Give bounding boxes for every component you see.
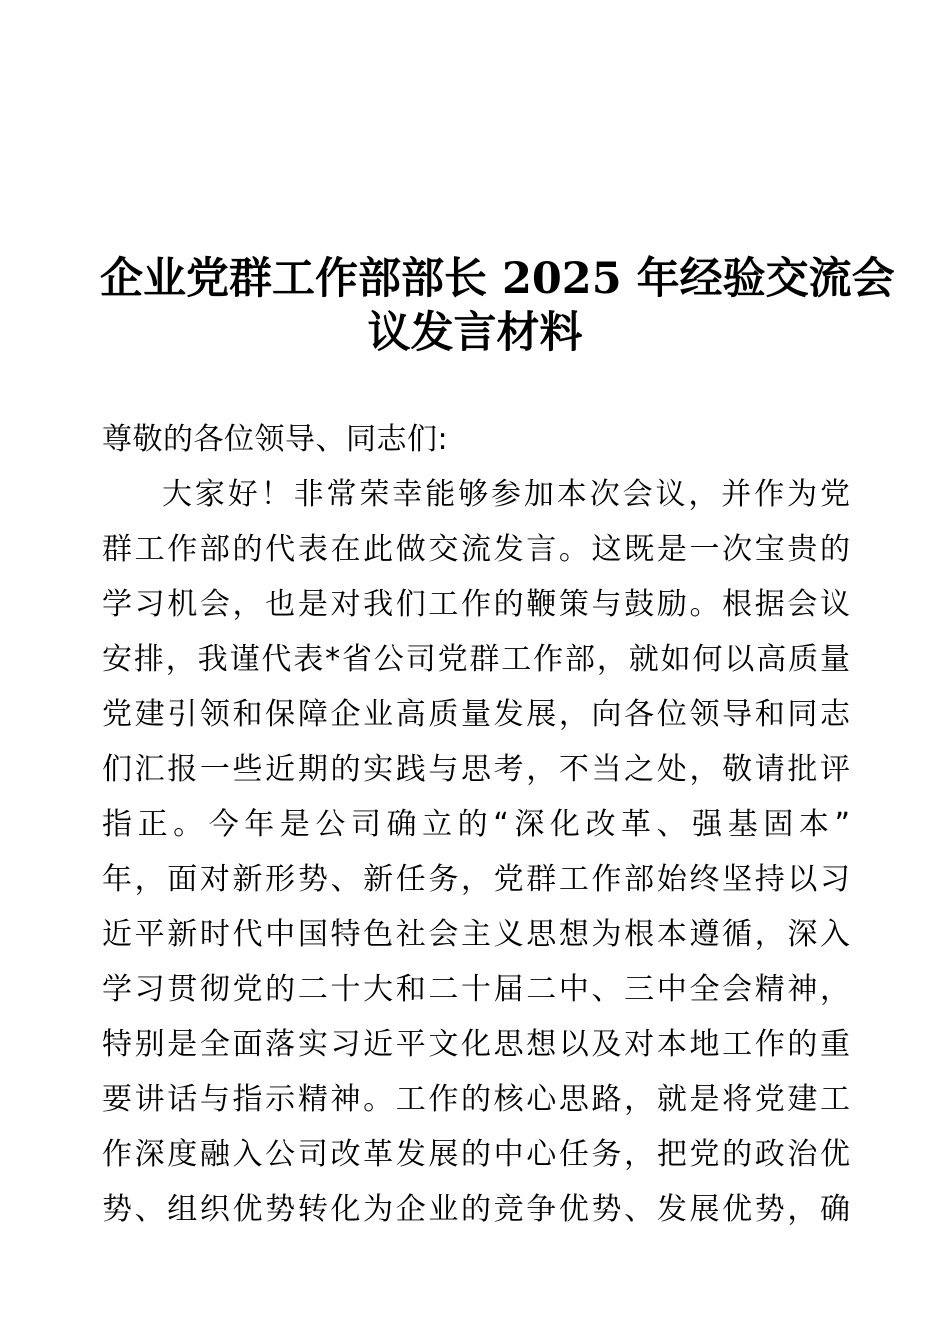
paragraph-line: 要讲话与指示精神。工作的核心思路，就是将党建工 <box>102 1082 850 1117</box>
document-body <box>102 412 850 1237</box>
paragraph-line: 们汇报一些近期的实践与思考，不当之处，敬请批评 <box>102 752 850 787</box>
paragraph-line: 党建引领和保障企业高质量发展，向各位领导和同志 <box>102 697 850 732</box>
paragraph-line: 作深度融入公司改革发展的中心任务，把党的政治优 <box>102 1137 850 1172</box>
paragraph-line: 势、组织优势转化为企业的竞争优势、发展优势，确 <box>102 1192 850 1227</box>
body-paragraph <box>102 467 850 1237</box>
paragraph-line: 大家好！非常荣幸能够参加本次会议，并作为党 <box>162 477 850 512</box>
paragraph-line: 特别是全面落实习近平文化思想以及对本地工作的重 <box>102 1027 850 1062</box>
document-title <box>100 252 895 360</box>
paragraph-line: 近平新时代中国特色社会主义思想为根本遵循，深入 <box>102 917 850 952</box>
paragraph-line: 年，面对新形势、新任务，党群工作部始终坚持以习 <box>102 862 850 897</box>
paragraph-line: 指正。今年是公司确立的“深化改革、强基固本” <box>102 807 850 842</box>
paragraph-line: 学习贯彻党的二十大和二十届二中、三中全会精神， <box>102 972 850 1007</box>
title-line-1: 企业党群工作部部长 2025 年经验交流会 <box>100 254 895 304</box>
salutation: 尊敬的各位领导、同志们: <box>102 422 449 457</box>
paragraph-line: 群工作部的代表在此做交流发言。这既是一次宝贵的 <box>102 532 850 567</box>
title-line-2: 议发言材料 <box>367 308 583 358</box>
paragraph-line: 学习机会，也是对我们工作的鞭策与鼓励。根据会议 <box>102 587 850 622</box>
paragraph-line: 安排，我谨代表*省公司党群工作部，就如何以高质量 <box>102 642 850 677</box>
